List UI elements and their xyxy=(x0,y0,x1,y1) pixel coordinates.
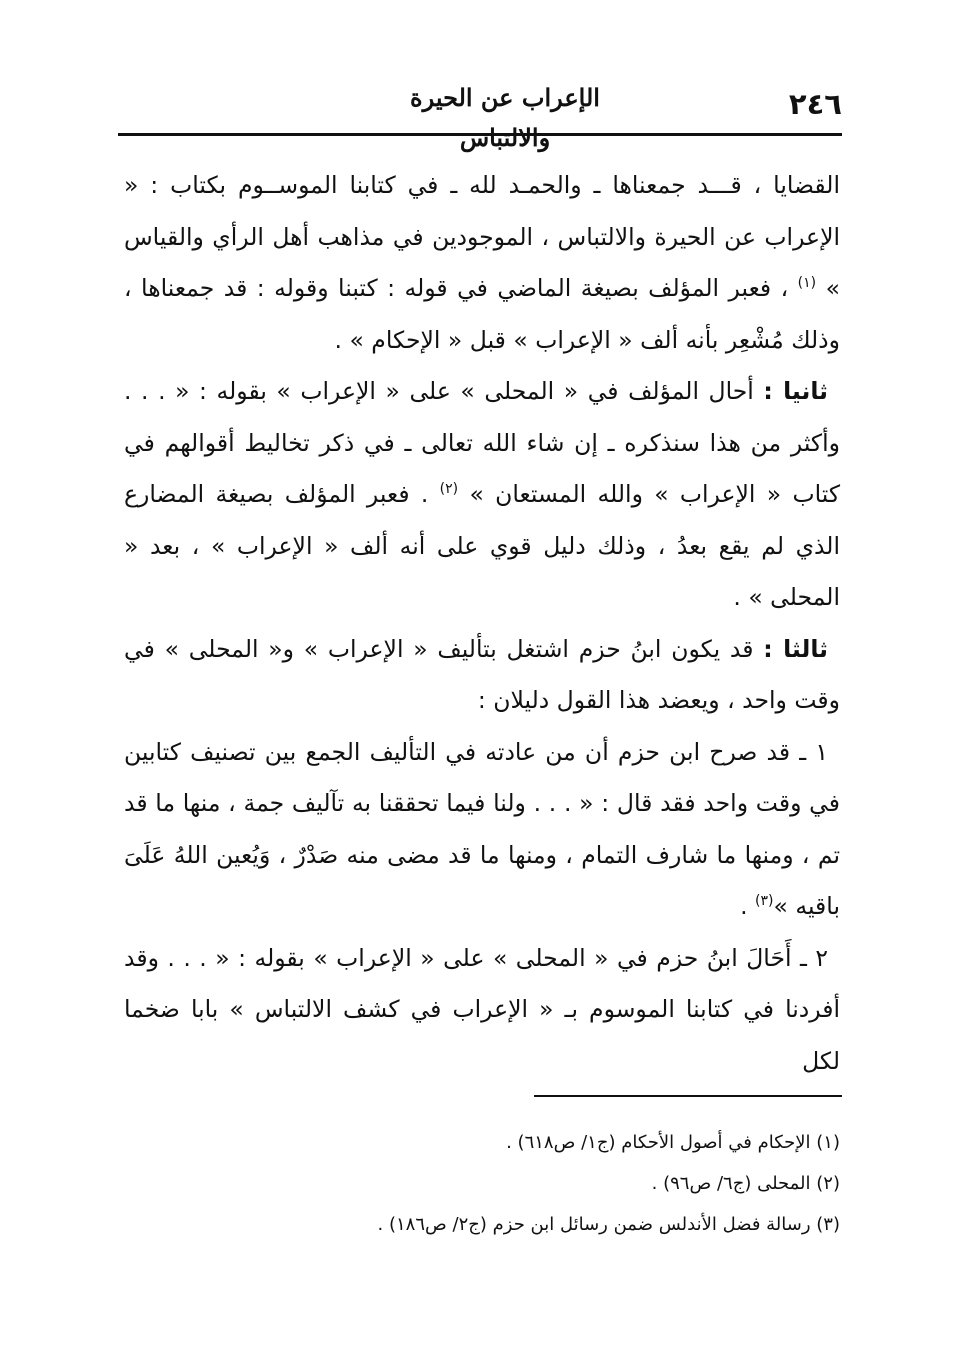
footnote-2: (٢) المحلى (ج٦/ ص٩٦) . xyxy=(651,1173,840,1194)
paragraph-1-tail: ، فعبر المؤلف بصيغة الماضي في قوله : كتبنا وقوله : قد جمعناها ، وذلك مُشْعِر بأنه ألف « الإعراب » قبل « الإحكام » . xyxy=(124,274,840,354)
paragraph-1-text: القضايا ، قـــد جمعناها ـ والحمـد لله ـ في كتابنا الموســوم بكتاب : « الإعراب عن الحيرة والالتباس ، الموجودين في مذاهب أهل الرأي والقياس » xyxy=(124,171,840,302)
paragraph-4-tail: . xyxy=(740,892,748,920)
paragraph-2-lead: ثانيا : xyxy=(763,377,828,405)
paragraph-2-tail: . فعبر المؤلف بصيغة المضارع الذي لم يقع بعدُ ، وذلك دليل قوي على أنه ألف « الإعراب » ، بعد « المحلى » . xyxy=(124,480,840,611)
header-rule xyxy=(118,133,842,136)
footnote-3: (٣) رسالة فضل الأندلس ضمن رسائل ابن حزم (ج٢/ ص١٨٦) . xyxy=(377,1214,840,1235)
paragraph-5-text: ٢ ـ أَحَالَ ابنُ حزم في « المحلى » على « الإعراب » بقوله : « . . . وقد أفردنا في كتابنا الموسوم بـ « الإعراب في كشف الالتباس » بابا ضخما لكل xyxy=(124,943,840,1075)
paragraph-2 xyxy=(124,366,840,624)
paragraph-3-text: قد يكون ابنُ حزم اشتغل بتأليف « الإعراب » و« المحلى » في وقت واحد ، ويعضد هذا القول دليلان : xyxy=(124,634,840,714)
running-title: الإعراب عن الحيرة والالتباس xyxy=(410,83,600,152)
footnote-rule xyxy=(534,1095,842,1097)
paragraph-1 xyxy=(124,160,840,366)
page-number: ٢٤٦ xyxy=(788,87,842,121)
paragraph-3-lead: ثالثا : xyxy=(763,634,828,663)
paragraph-4-text: ١ ـ قد صرح ابن حزم أن من عادته في التأليف الجمع بين تصنيف كتابين في وقت واحد فقد قال : « . . . ولنا فيما تحققنا به تآليف جمة ، منها ما قد تم ، ومنها ما شارف التمام ، ومنها ما قد مضى منه صَدْرٌ ، وَيُعين اللهُ عَلَىَ باقيه » xyxy=(124,737,840,920)
footnote-1: (١) الإحكام في أصول الأحكام (ج١/ ص٦١٨) . xyxy=(506,1132,840,1153)
footnote-ref-3: (٣) xyxy=(755,893,774,910)
main-text xyxy=(124,160,840,1087)
paragraph-2-text: أحال المؤلف في « المحلى » على « الإعراب » بقوله : « . . . وأكثر من هذا سنذكره ـ إن شاء الله تعالى ـ في ذكر تخاليط أقوالهم في كتاب « الإعراب » والله المستعان » xyxy=(124,377,841,508)
page-header xyxy=(120,78,842,152)
footnotes xyxy=(124,1122,840,1245)
paragraph-4 xyxy=(124,727,840,933)
footnote-ref-1: (١) xyxy=(797,275,817,292)
footnote-ref-2: (٢) xyxy=(439,481,459,498)
paragraph-3 xyxy=(124,624,840,727)
paragraph-5 xyxy=(124,933,840,1088)
